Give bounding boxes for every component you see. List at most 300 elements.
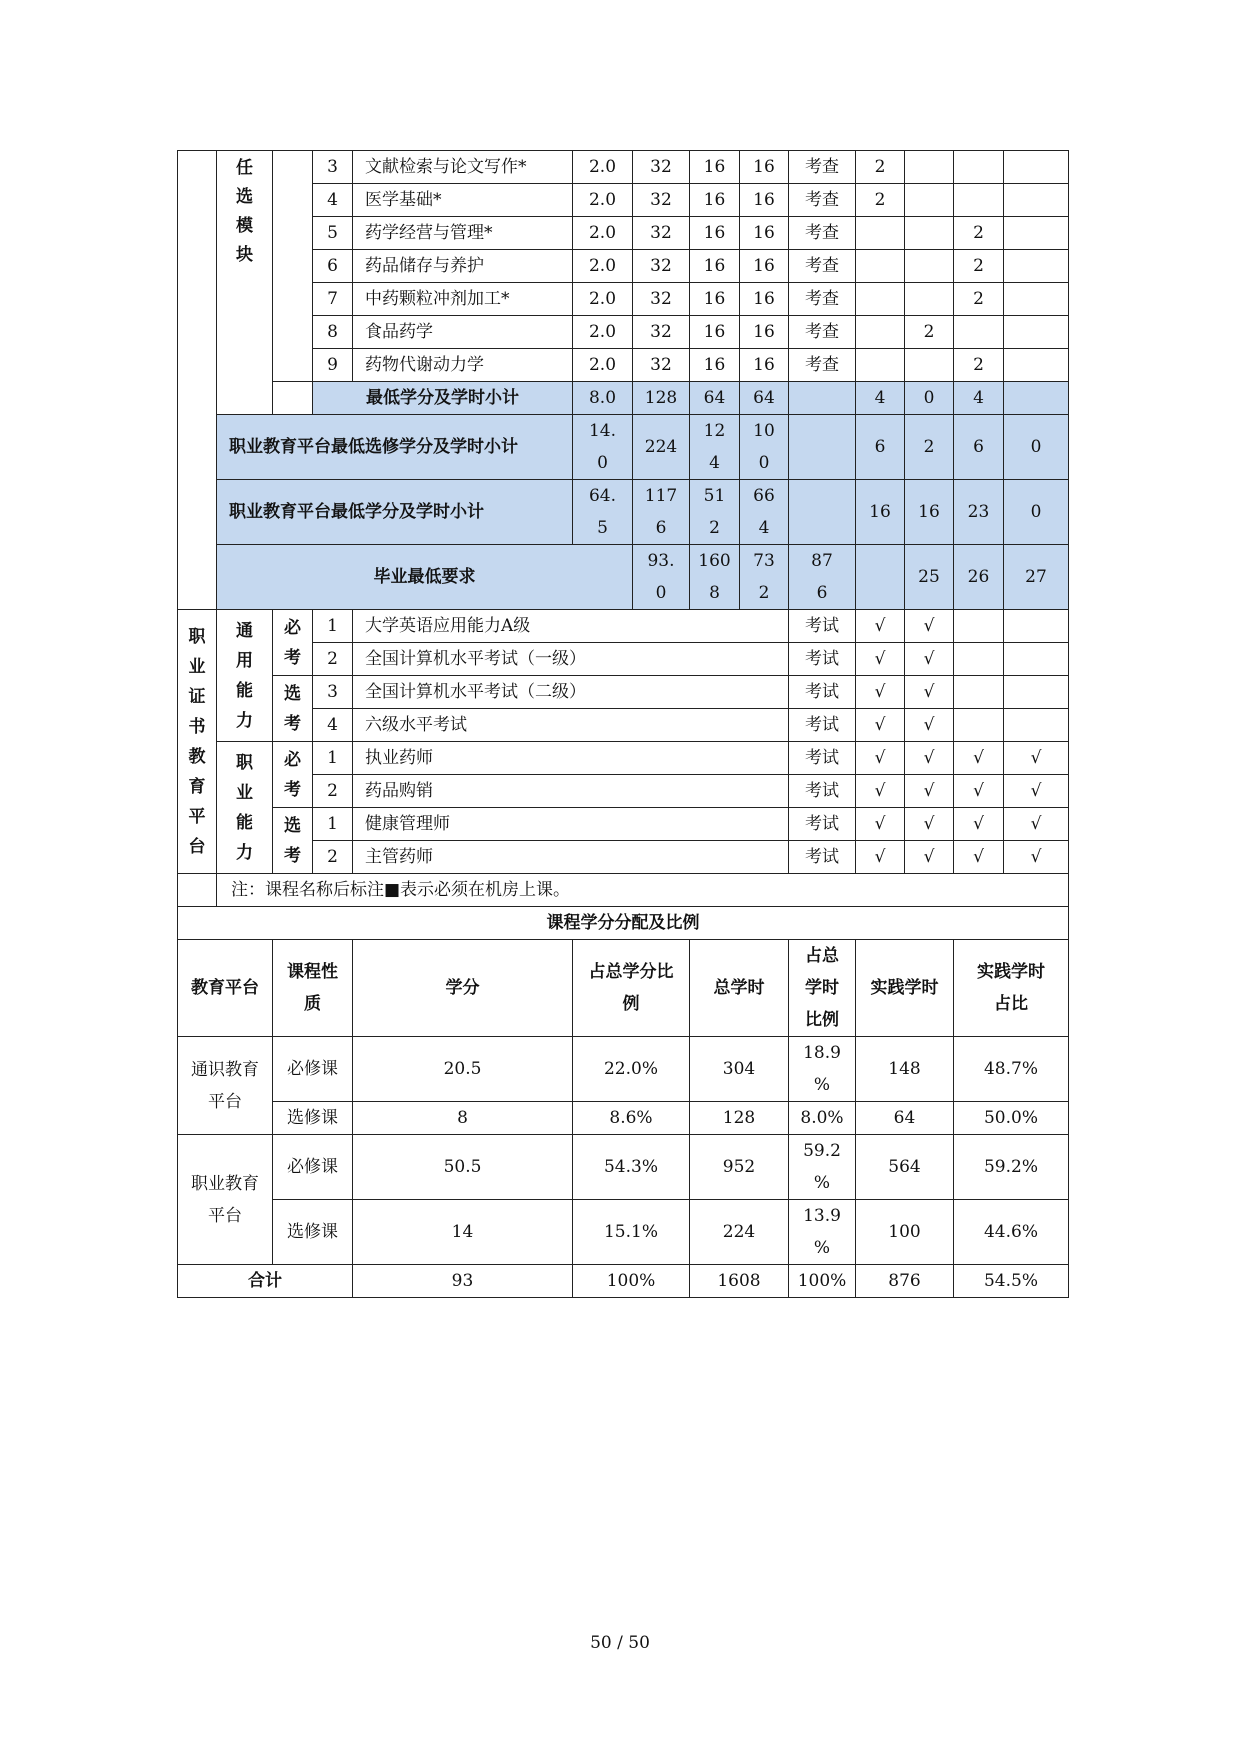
cell-line: 4 xyxy=(709,453,720,473)
cell-line: 例 xyxy=(622,994,640,1014)
credit: 2.0 xyxy=(573,250,633,283)
course-no: 3 xyxy=(313,151,353,184)
hours-ratio xyxy=(789,1135,856,1200)
cell-line: 160 xyxy=(698,551,731,571)
distribution-title: 课程学分分配及比例 xyxy=(178,907,1069,940)
total-hours: 952 xyxy=(690,1135,789,1200)
semester-4 xyxy=(1004,382,1069,415)
hours xyxy=(690,545,740,610)
platform-name xyxy=(178,1037,273,1135)
credit: 2.0 xyxy=(573,151,633,184)
cell-line: 实践学时 xyxy=(870,978,939,998)
page-number: 50 / 50 xyxy=(590,1633,650,1653)
cert-no: 4 xyxy=(313,709,353,742)
assessment: 考试 xyxy=(789,676,856,709)
general-ability-label xyxy=(217,610,273,742)
hours-ratio xyxy=(789,1200,856,1265)
blank-col xyxy=(273,382,313,415)
assessment: 考试 xyxy=(789,808,856,841)
theory-hours xyxy=(690,415,740,480)
credit: 2.0 xyxy=(573,217,633,250)
semester-3 xyxy=(954,184,1004,217)
semester-mark xyxy=(954,610,1004,643)
hours-ratio xyxy=(789,1102,856,1135)
semester-mark: √ xyxy=(905,841,954,874)
cell-line: 证 xyxy=(188,686,206,707)
hours: 128 xyxy=(633,382,690,415)
theory-hours xyxy=(690,480,740,545)
semester-mark: √ xyxy=(1004,841,1069,874)
semester-mark: √ xyxy=(856,676,905,709)
course-name: 中药颗粒冲剂加工* xyxy=(353,283,573,316)
distribution-header-row xyxy=(178,940,1069,1037)
total-hours: 224 xyxy=(690,1200,789,1265)
semester-mark xyxy=(954,709,1004,742)
cell-line: 73 xyxy=(753,551,775,571)
assessment: 考查 xyxy=(789,151,856,184)
blank-col xyxy=(178,874,217,907)
cert-no: 1 xyxy=(313,742,353,775)
semester-mark: √ xyxy=(905,808,954,841)
practice-hours: 876 xyxy=(856,1265,954,1298)
header-nature xyxy=(273,940,353,1037)
semester-mark: √ xyxy=(905,709,954,742)
cell-line: 职 xyxy=(236,752,253,773)
cell-line: 66 xyxy=(753,486,775,506)
semester-2: 16 xyxy=(905,480,954,545)
semester-3: 4 xyxy=(954,382,1004,415)
cell-line: 5 xyxy=(597,518,608,538)
required-exam-label xyxy=(273,742,313,808)
semester-mark xyxy=(1004,643,1069,676)
assessment: 考试 xyxy=(789,841,856,874)
summary-row xyxy=(178,415,1069,480)
practice-hours: 564 xyxy=(856,1135,954,1200)
semester-mark xyxy=(1004,709,1069,742)
subtotal-label: 最低学分及学时小计 xyxy=(313,382,573,415)
semester-1 xyxy=(856,349,905,382)
cell-line: 通 xyxy=(236,620,253,641)
hours: 32 xyxy=(633,349,690,382)
cell-line: 考 xyxy=(284,779,301,800)
cert-name: 全国计算机水平考试（一级） xyxy=(353,643,789,676)
semester-mark: √ xyxy=(856,841,905,874)
cert-name: 药品购销 xyxy=(353,775,789,808)
cell-line: 6 xyxy=(816,583,828,603)
semester-mark: √ xyxy=(954,841,1004,874)
semester-3: 2 xyxy=(954,250,1004,283)
semester-1 xyxy=(856,283,905,316)
total-label: 合计 xyxy=(178,1265,353,1298)
cell-line: 总学时 xyxy=(713,978,765,998)
credit: 93 xyxy=(353,1265,573,1298)
cell-line: 选 xyxy=(236,187,253,207)
certificate-platform-label xyxy=(178,610,217,874)
credit: 8.0 xyxy=(573,382,633,415)
cell-line: 0 xyxy=(597,453,608,473)
cell-line: 14. xyxy=(588,421,617,441)
cert-name: 执业药师 xyxy=(353,742,789,775)
practice-hours: 100 xyxy=(856,1200,954,1265)
practice-ratio: 54.5% xyxy=(954,1265,1069,1298)
credit: 2.0 xyxy=(573,283,633,316)
platform-name xyxy=(178,1135,273,1265)
semester-mark: √ xyxy=(1004,742,1069,775)
credit-ratio: 22.0% xyxy=(573,1037,690,1102)
cell-line: 考 xyxy=(284,713,301,734)
practice-hours: 148 xyxy=(856,1037,954,1102)
semester-mark: √ xyxy=(954,808,1004,841)
blank-col xyxy=(273,151,313,382)
certificate-row xyxy=(178,610,1069,643)
hours: 32 xyxy=(633,250,690,283)
curriculum-table xyxy=(177,150,1069,1298)
cell-line: 任 xyxy=(236,158,253,178)
semester-3: 2 xyxy=(954,283,1004,316)
cell-line: 117 xyxy=(644,486,678,506)
semester-mark: √ xyxy=(905,643,954,676)
theory-hours: 16 xyxy=(690,217,740,250)
semester-mark: √ xyxy=(905,610,954,643)
course-name: 食品药学 xyxy=(353,316,573,349)
practice-hours xyxy=(740,480,789,545)
cert-no: 1 xyxy=(313,610,353,643)
distribution-title-row xyxy=(178,907,1069,940)
assessment: 考查 xyxy=(789,184,856,217)
cell-line: % xyxy=(813,1238,831,1258)
assessment: 考查 xyxy=(789,217,856,250)
semester-mark xyxy=(1004,676,1069,709)
curriculum-table-body xyxy=(178,151,1069,1298)
semester-2 xyxy=(905,151,954,184)
course-nature: 必修课 xyxy=(273,1135,353,1200)
cell-line: 书 xyxy=(188,716,206,737)
cell-line: 64. xyxy=(588,486,617,506)
summary-label: 职业教育平台最低选修学分及学时小计 xyxy=(217,415,573,480)
credit xyxy=(573,415,633,480)
cell-line: 0 xyxy=(758,453,770,473)
semester-4 xyxy=(1004,349,1069,382)
hours-ratio xyxy=(789,1037,856,1102)
semester-mark: √ xyxy=(856,742,905,775)
cell-line: 10 xyxy=(753,421,775,441)
hours: 32 xyxy=(633,151,690,184)
semester-4 xyxy=(1004,151,1069,184)
semester-2: 0 xyxy=(905,382,954,415)
cell-line: 59.2 xyxy=(803,1141,841,1161)
cell-line: 考 xyxy=(284,647,301,668)
practice-ratio: 44.6% xyxy=(954,1200,1069,1265)
semester-1 xyxy=(856,250,905,283)
practice-ratio: 48.7% xyxy=(954,1037,1069,1102)
semester-1: 25 xyxy=(905,545,954,610)
cell-line: 平台 xyxy=(208,1205,242,1226)
cert-no: 2 xyxy=(313,841,353,874)
assessment xyxy=(789,480,856,545)
semester-2: 26 xyxy=(954,545,1004,610)
cell-line: 育 xyxy=(188,776,206,797)
course-name: 医学基础* xyxy=(353,184,573,217)
summary-row xyxy=(178,480,1069,545)
header-practice-ratio xyxy=(954,940,1069,1037)
semester-2 xyxy=(905,184,954,217)
semester-mark: √ xyxy=(954,775,1004,808)
distribution-row xyxy=(178,1200,1069,1265)
assessment: 考查 xyxy=(789,316,856,349)
certificate-row xyxy=(178,742,1069,775)
cell-line: 职 xyxy=(188,626,206,647)
cell-line: 占总 xyxy=(805,946,839,966)
practice-hours: 16 xyxy=(740,250,789,283)
cell-line: 51 xyxy=(703,486,726,506)
semester-mark: √ xyxy=(905,742,954,775)
cell-line: 2 xyxy=(758,583,770,603)
credit-ratio: 54.3% xyxy=(573,1135,690,1200)
hours xyxy=(633,415,690,480)
course-no: 5 xyxy=(313,217,353,250)
graduation-label: 毕业最低要求 xyxy=(217,545,633,610)
cell-line: 台 xyxy=(188,836,206,857)
assessment: 考试 xyxy=(789,775,856,808)
assessment: 考查 xyxy=(789,349,856,382)
cell-line: 考 xyxy=(284,845,301,866)
distribution-row xyxy=(178,1102,1069,1135)
practice-hours: 16 xyxy=(740,151,789,184)
semester-3: 27 xyxy=(1004,545,1069,610)
assessment: 考试 xyxy=(789,709,856,742)
practice-hours xyxy=(789,545,856,610)
semester-2 xyxy=(905,217,954,250)
semester-mark xyxy=(954,676,1004,709)
course-name: 药物代谢动力学 xyxy=(353,349,573,382)
credit: 8 xyxy=(353,1102,573,1135)
hours: 32 xyxy=(633,184,690,217)
semester-3: 2 xyxy=(954,217,1004,250)
cell-line: 选 xyxy=(284,815,301,836)
course-no: 4 xyxy=(313,184,353,217)
cell-line: 18.9 xyxy=(803,1043,841,1063)
header-credit xyxy=(353,940,573,1037)
semester-mark xyxy=(1004,610,1069,643)
cell-line: 93. xyxy=(647,551,675,571)
semester-1: 6 xyxy=(856,415,905,480)
practice-ratio: 59.2% xyxy=(954,1135,1069,1200)
certificate-row xyxy=(178,808,1069,841)
course-name: 药学经营与管理* xyxy=(353,217,573,250)
practice-ratio: 50.0% xyxy=(954,1102,1069,1135)
cert-no: 2 xyxy=(313,643,353,676)
cert-name: 健康管理师 xyxy=(353,808,789,841)
semester-mark: √ xyxy=(856,775,905,808)
credit: 2.0 xyxy=(573,184,633,217)
semester-3: 23 xyxy=(954,480,1004,545)
practice-hours: 64 xyxy=(740,382,789,415)
assessment: 考查 xyxy=(789,283,856,316)
assessment xyxy=(789,382,856,415)
theory-hours: 16 xyxy=(690,349,740,382)
cell-line: 8.0% xyxy=(800,1108,844,1128)
semester-4: 0 xyxy=(1004,480,1069,545)
course-name: 文献检索与论文写作* xyxy=(353,151,573,184)
practice-hours: 16 xyxy=(740,184,789,217)
cell-line: 学分 xyxy=(445,978,480,998)
theory-hours: 16 xyxy=(690,184,740,217)
graduation-row xyxy=(178,545,1069,610)
credit: 20.5 xyxy=(353,1037,573,1102)
cert-no: 3 xyxy=(313,676,353,709)
semester-mark: √ xyxy=(856,808,905,841)
distribution-row xyxy=(178,1037,1069,1102)
cert-no: 2 xyxy=(313,775,353,808)
cell-line: 2 xyxy=(709,518,720,538)
cell-line: 必 xyxy=(284,749,301,770)
cell-line: % xyxy=(813,1173,831,1193)
semester-4 xyxy=(1004,283,1069,316)
semester-4 xyxy=(1004,316,1069,349)
semester-4 xyxy=(1004,184,1069,217)
cell-line: 块 xyxy=(236,245,253,265)
semester-mark: √ xyxy=(856,643,905,676)
note: 注：课程名称后标注■表示必须在机房上课。 xyxy=(217,874,1069,907)
table-row xyxy=(178,151,1069,184)
credit: 14 xyxy=(353,1200,573,1265)
cell-line: 课程性 xyxy=(287,962,338,982)
semester-3: 2 xyxy=(954,349,1004,382)
cell-line: 4 xyxy=(758,518,770,538)
cell-line: 职业教育 xyxy=(191,1173,259,1194)
semester-mark: √ xyxy=(905,676,954,709)
practice-hours xyxy=(740,415,789,480)
semester-mark: √ xyxy=(1004,808,1069,841)
cert-name: 全国计算机水平考试（二级） xyxy=(353,676,789,709)
cell-line: 占总学分比 xyxy=(588,962,674,982)
practice-hours: 16 xyxy=(740,283,789,316)
course-nature: 选修课 xyxy=(273,1200,353,1265)
credit xyxy=(573,480,633,545)
cell-line: 8 xyxy=(709,583,720,603)
note-row xyxy=(178,874,1069,907)
semester-2 xyxy=(905,349,954,382)
course-no: 9 xyxy=(313,349,353,382)
cell-line: 能 xyxy=(236,680,253,701)
elective-module-label xyxy=(217,151,273,415)
cell-line: 力 xyxy=(236,842,253,863)
cell-line: 224 xyxy=(644,437,678,457)
hours xyxy=(633,480,690,545)
theory-hours: 16 xyxy=(690,316,740,349)
cell-line: 必 xyxy=(284,617,301,638)
credit: 2.0 xyxy=(573,316,633,349)
blank-col xyxy=(178,151,217,610)
distribution-total-row xyxy=(178,1265,1069,1298)
credit-ratio: 100% xyxy=(573,1265,690,1298)
cert-no: 1 xyxy=(313,808,353,841)
semester-3 xyxy=(954,151,1004,184)
theory-hours: 16 xyxy=(690,250,740,283)
cell-line: 业 xyxy=(236,782,253,803)
semester-mark: √ xyxy=(1004,775,1069,808)
total-hours: 128 xyxy=(690,1102,789,1135)
cell-line: 平台 xyxy=(208,1091,242,1112)
semester-mark: √ xyxy=(954,742,1004,775)
header-credit-ratio xyxy=(573,940,690,1037)
assessment: 考试 xyxy=(789,610,856,643)
career-ability-label xyxy=(217,742,273,874)
theory-hours: 16 xyxy=(690,283,740,316)
semester-2: 2 xyxy=(905,415,954,480)
semester-1: 2 xyxy=(856,184,905,217)
cert-name: 主管药师 xyxy=(353,841,789,874)
practice-hours: 16 xyxy=(740,316,789,349)
course-no: 8 xyxy=(313,316,353,349)
semester-mark: √ xyxy=(905,775,954,808)
assessment xyxy=(856,545,905,610)
cell-line: 0 xyxy=(655,583,667,603)
theory-hours: 16 xyxy=(690,151,740,184)
hours-ratio: 100% xyxy=(789,1265,856,1298)
cell-line: 6 xyxy=(655,518,667,538)
cell-line: 用 xyxy=(236,650,253,671)
semester-1: 16 xyxy=(856,480,905,545)
header-practice-hours xyxy=(856,940,954,1037)
course-no: 6 xyxy=(313,250,353,283)
assessment xyxy=(789,415,856,480)
assessment: 考试 xyxy=(789,742,856,775)
credit-ratio: 8.6% xyxy=(573,1102,690,1135)
cell-line: 通识教育 xyxy=(191,1059,259,1080)
assessment: 考试 xyxy=(789,643,856,676)
course-no: 7 xyxy=(313,283,353,316)
semester-3: 6 xyxy=(954,415,1004,480)
credit: 50.5 xyxy=(353,1135,573,1200)
total-hours: 304 xyxy=(690,1037,789,1102)
semester-1: 4 xyxy=(856,382,905,415)
hours: 32 xyxy=(633,283,690,316)
semester-4 xyxy=(1004,250,1069,283)
distribution-row xyxy=(178,1135,1069,1200)
header-hours xyxy=(690,940,789,1037)
cell-line: 模 xyxy=(236,216,253,236)
certificate-row xyxy=(178,676,1069,709)
cell-line: % xyxy=(813,1075,831,1095)
semester-1: 2 xyxy=(856,151,905,184)
credit xyxy=(633,545,690,610)
practice-hours: 16 xyxy=(740,217,789,250)
summary-label: 职业教育平台最低学分及学时小计 xyxy=(217,480,573,545)
cell-line: 教 xyxy=(188,746,206,767)
semester-1 xyxy=(856,217,905,250)
semester-1 xyxy=(856,316,905,349)
cell-line: 实践学时 xyxy=(977,962,1045,982)
cell-line: 学时 xyxy=(805,978,839,998)
theory-hours: 64 xyxy=(690,382,740,415)
total-hours: 1608 xyxy=(690,1265,789,1298)
theory-hours xyxy=(740,545,789,610)
semester-2 xyxy=(905,250,954,283)
practice-hours: 64 xyxy=(856,1102,954,1135)
cell-line: 能 xyxy=(236,812,253,833)
credit: 2.0 xyxy=(573,349,633,382)
practice-hours: 16 xyxy=(740,349,789,382)
header-hours-ratio xyxy=(789,940,856,1037)
semester-mark: √ xyxy=(856,610,905,643)
hours: 32 xyxy=(633,316,690,349)
hours: 32 xyxy=(633,217,690,250)
cell-line: 选 xyxy=(284,683,301,704)
cell-line: 力 xyxy=(236,710,253,731)
course-nature: 选修课 xyxy=(273,1102,353,1135)
cell-line: 质 xyxy=(304,994,321,1014)
